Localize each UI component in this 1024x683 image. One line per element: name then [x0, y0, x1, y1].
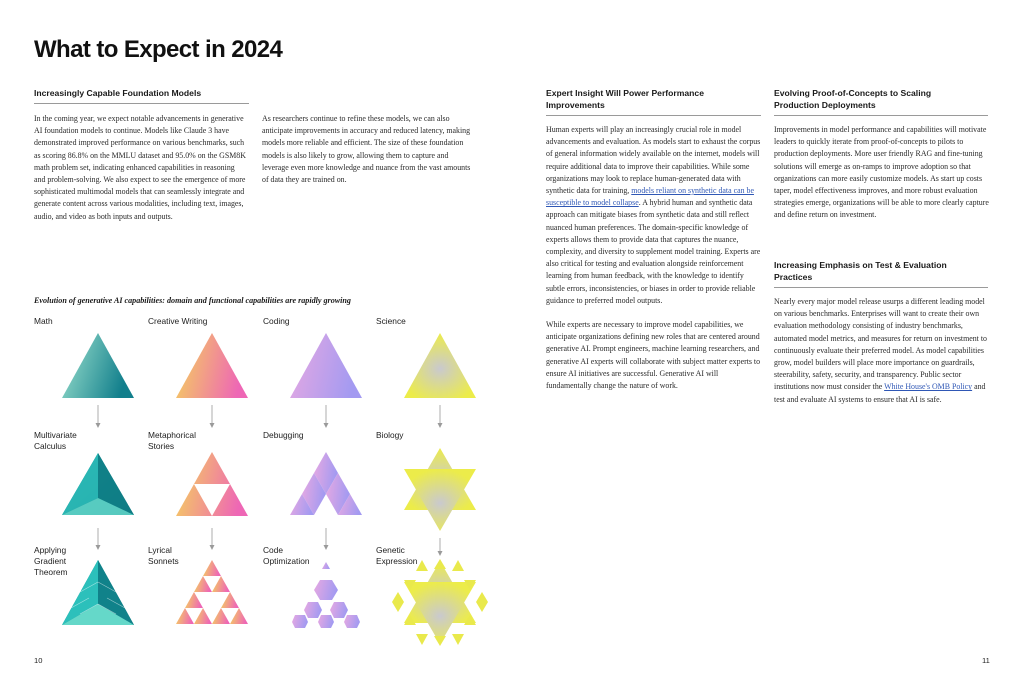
- science-triangle-icon: [404, 333, 476, 398]
- figure-label: Math: [34, 316, 53, 326]
- coding-triangle-icon: [290, 333, 362, 398]
- figure-label: Biology: [376, 430, 404, 440]
- biology-star-icon: [404, 448, 476, 531]
- capability-evolution-figure: [0, 0, 480, 640]
- figure-label: Debugging: [263, 430, 304, 440]
- page-number-left: 10: [34, 656, 43, 665]
- figure-label: Code Optimization: [263, 545, 310, 566]
- figure-label: Creative Writing: [148, 316, 208, 326]
- multivariate-calculus-tetrahedron-icon: [62, 453, 134, 515]
- creative-writing-triangle-icon: [176, 333, 248, 398]
- math-triangle-icon: [62, 333, 134, 398]
- body-column-3: [546, 124, 762, 404]
- section-heading-test-evaluation: Increasing Emphasis on Test & Evaluation Practices: [774, 260, 947, 282]
- lyrical-sonnets-sierpinski-icon: [176, 560, 248, 624]
- heading-divider: [546, 115, 761, 116]
- metaphorical-stories-triangle-icon: [176, 452, 248, 516]
- genetic-expression-snowflake-icon: [392, 559, 488, 646]
- model-collapse-link[interactable]: models reliant on synthetic data can be susceptible to model collapse: [546, 186, 754, 208]
- figure-label: Applying Gradient Theorem: [34, 545, 68, 577]
- paragraph: Human experts will play an increasingly crucial role in model advancements and evaluation. As models start to exhaust the corpus of general information widely available on the internet, models will require additional data to improve their capabilities. While some organizations may look to replace human-generated data with synthetic data for training, models reliant on synthetic data can be susceptible to model collapse. A hybrid human and synthetic data approach can mitigate biases from synthetic data and still reflect nuanced human preferences. The domain-specific knowledge of experts allows them to provide data that captures the nuance, complexity, and diversity to supplement model training. Experts are also critical for testing and evaluation alongside reinforcement learning from human feedback, with the knowledge to identify subtle errors, inconsistencies, or biases in order to provide reliable guidance to preferred model outputs.: [546, 125, 761, 305]
- figure-label: Genetic Expression: [376, 545, 418, 566]
- figure-label: Multivariate Calculus: [34, 430, 77, 451]
- figure-label: Lyrical Sonnets: [148, 545, 179, 566]
- heading-divider: [774, 287, 988, 288]
- arrow-down-icon: [96, 528, 443, 556]
- figure-label: Science: [376, 316, 406, 326]
- omb-policy-link[interactable]: White House's OMB Policy: [884, 382, 973, 392]
- figure-caption: Evolution of generative AI capabilities: domain and functional capabilities are rapidly growing: [34, 296, 351, 305]
- page-title: What to Expect in 2024: [34, 36, 283, 63]
- body-column-4a: [774, 124, 990, 234]
- paragraph: In the coming year, we expect notable advancements in generative AI foundation models to continue. Models like Claude 3 have demonstrated improved performance on various benchmarks, such as scoring 86.8% on the MMLU dataset and 95.0% on the GSM8K math problem set, indicating enhanced capabilities in reasoning and problem-solving. We also expect to see the emergence of more sophisticated multimodal models that can seamlessly integrate and generate content across various modalities, including text, images, audio, and video as both inputs and outputs.: [34, 114, 246, 221]
- gradient-theorem-pyramid-icon: [62, 560, 134, 625]
- body-column-4b: [774, 296, 990, 418]
- paragraph: As researchers continue to refine these models, we can also anticipate improvements in accuracy and reduced latency, making models more reliable and efficient. The size of these foundation models is also likely to grow, allowing them to capture and leverage even more knowledge and nuance from the vast amounts of data they are trained on.: [262, 114, 471, 185]
- code-optimization-hexagons-icon: [292, 562, 360, 628]
- debugging-diamonds-icon: [290, 452, 362, 515]
- figure-label: Coding: [263, 316, 290, 326]
- paragraph: Nearly every major model release usurps a different leading model on various benchmarks. Enterprises will want to create their own evaluation methodology consisting of industry benchmarks, automated model metrics, and measures for return on investment to continuously evaluate their preferred model. As model capabilities grow, model builders will place more importance on guardrails, steerability, safety, security, and transparency. Public sector institutions now must consider the White House's OMB Policy and test and evaluate AI systems to ensure that AI is safe.: [774, 297, 987, 404]
- heading-divider: [774, 115, 988, 116]
- figure-label: Metaphorical Stories: [148, 430, 196, 451]
- section-heading-expert-insight: Expert Insight Will Power Performance Improvements: [546, 88, 704, 110]
- paragraph: Improvements in model performance and capabilities will motivate leaders to quickly iterate from proof-of-concepts to pilots to production deployments. More user friendly RAG and fine-tuning solutions will emerge as on-ramps to improve adoption so that organizations can more easily customize models. As start up costs taper, model effectiveness improves, and more robust evaluation strategies emerge, organizations will be able to more clearly capture and define return on investment.: [774, 125, 989, 220]
- arrow-down-icon: [96, 405, 443, 428]
- paragraph: While experts are necessary to improve model capabilities, we anticipate organizations defining new roles that are centered around generative AI. Prompt engineers, machine learning researchers, and generative AI experts will collaborate with subject matter experts to ensure AI initiatives are successful. Generative AI will fundamentally change the nature of work.: [546, 320, 761, 391]
- page-number-right: 11: [982, 656, 990, 665]
- section-heading-proof-of-concepts: Evolving Proof-of-Concepts to Scaling Production Deployments: [774, 88, 932, 110]
- section-heading-foundation-models: Increasingly Capable Foundation Models: [34, 88, 202, 98]
